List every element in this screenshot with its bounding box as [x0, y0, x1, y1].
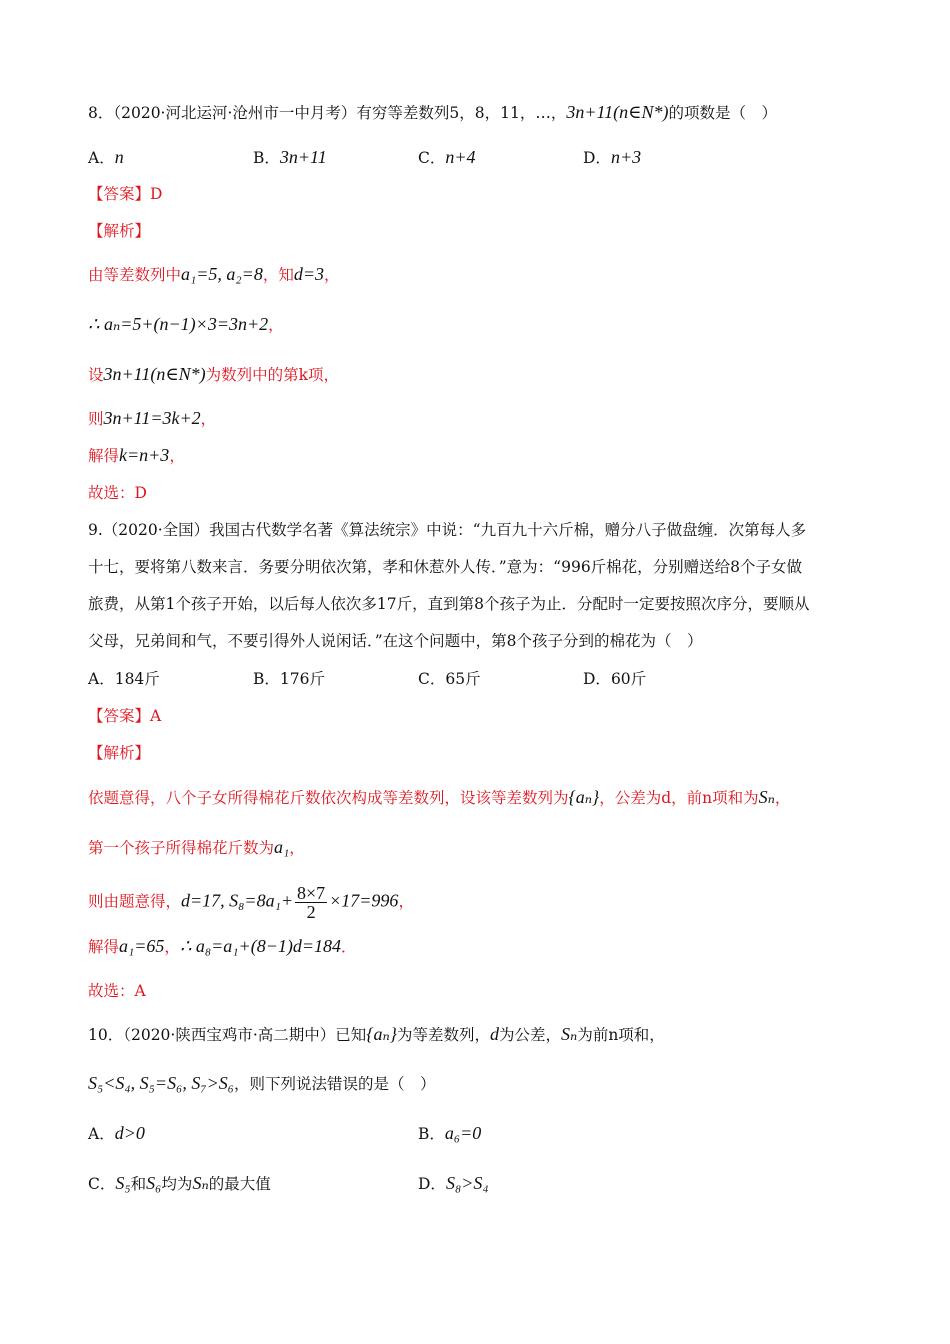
q8-conclusion: 故选：D — [88, 484, 147, 502]
q9-step-4: 解得a₁=65，∴ a₈=a₁+(8−1)d=184． — [88, 936, 357, 956]
q8-step-5: 解得k=n+3， — [88, 445, 185, 465]
q9-step-2: 第一个孩子所得棉花斤数为a₁， — [88, 837, 305, 857]
q8-stem-math: 3n+11(n∈N*) — [566, 102, 669, 122]
q9-fraction: $\frac{8\times 7}{2}$ — [296, 883, 326, 922]
q10-stem-line-2: S₅<S₄, S₅=S₆, S₇>S₆，则下列说法错误的是（ ） — [88, 1073, 436, 1093]
q8-answer: 【答案】D — [88, 185, 163, 203]
q9-option-a[interactable]: A．184斤 — [88, 670, 160, 688]
q8-step-2: ∴ aₙ=5+(n−1)×3=3n+2， — [88, 314, 284, 334]
q8-analysis-title: 【解析】 — [88, 222, 151, 240]
q9-stem-line-2: 十七，要将第八数来言．务要分明依次第，孝和休惹外人传．”意为：“996斤棉花，分别赠送给8个子女做 — [88, 558, 803, 576]
q9-option-d[interactable]: D．60斤 — [583, 670, 647, 688]
q9-stem-line-4: 父母，兄弟间和气，不要引得外人说闲话．”在这个问题中，第8个孩子分到的棉花为（ ） — [88, 632, 703, 650]
q9-stem-line-1: 9.（2020·全国）我国古代数学名著《算法统宗》中说：“九百九十六斤棉，赠分八子做盘缠．次第每人多 — [88, 521, 807, 539]
q10-option-c[interactable]: C．S₅和S₆均为Sₙ的最大值 — [88, 1173, 271, 1193]
q9-step-1: 依题意得，八个子女所得棉花斤数依次构成等差数列，设该等差数列为{aₙ}，公差为d，前n项和为Sₙ， — [88, 787, 791, 807]
q8-step-1: 由等差数列中a₁=5, a₂=8，知d=3， — [88, 264, 340, 284]
q8-step-3: 设3n+11(n∈N*)为数列中的第k项， — [88, 364, 340, 384]
q9-answer: 【答案】A — [88, 707, 162, 725]
q8-stem: 8．（2020·河北运河·沧州市一中月考）有穷等差数列5，8，11，…，3n+11(n∈N*)的项数是（ ） — [88, 102, 778, 122]
q9-stem-line-3: 旅费，从第1个孩子开始，以后每人依次多17斤，直到第8个孩子为止．分配时一定要按照次序分，要顺从 — [88, 595, 810, 613]
q9-step-3: 则由题意得，d=17, S₈=8a₁+ $\frac{8\times 7}{2}$ ×17=996， — [88, 883, 414, 922]
q8-option-c[interactable]: C．n+4 — [418, 147, 476, 167]
q9-option-b[interactable]: B．176斤 — [253, 670, 325, 688]
q10-stem-line-1: 10．（2020·陕西宝鸡市·高二期中）已知{aₙ}为等差数列，d为公差，Sₙ为前n项和， — [88, 1024, 665, 1044]
q9-option-c[interactable]: C．65斤 — [418, 670, 481, 688]
q8-step-4: 则3n+11=3k+2， — [88, 408, 217, 428]
q8-option-d[interactable]: D．n+3 — [583, 147, 642, 167]
q9-analysis-title: 【解析】 — [88, 744, 151, 762]
q8-option-b[interactable]: B．3n+11 — [253, 147, 327, 167]
q10-option-b[interactable]: B．a₆=0 — [418, 1123, 482, 1143]
q9-conclusion: 故选：A — [88, 982, 146, 1000]
q10-option-a[interactable]: A．d>0 — [88, 1123, 145, 1143]
q10-option-d[interactable]: D．S₈>S₄ — [418, 1173, 489, 1193]
q8-option-a[interactable]: A．n — [88, 147, 124, 167]
